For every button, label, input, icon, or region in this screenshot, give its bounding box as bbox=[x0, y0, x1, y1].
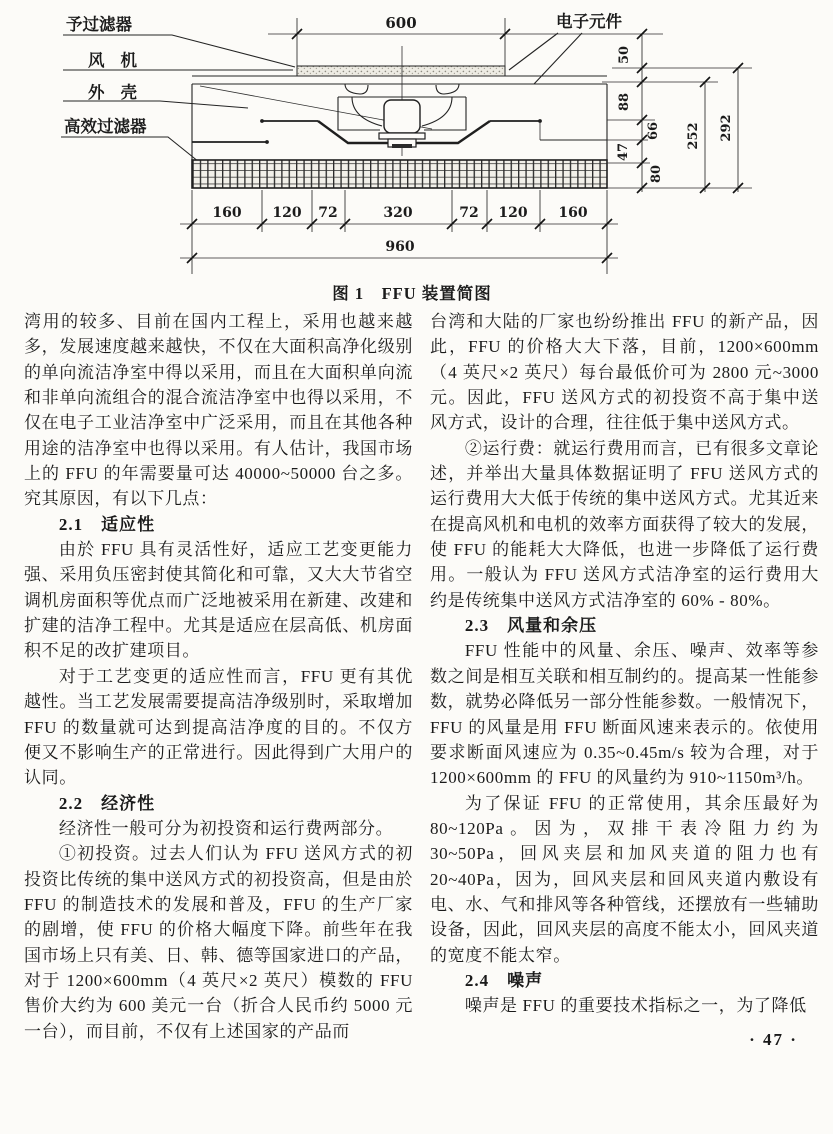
ffu-figure-diagram bbox=[0, 0, 833, 306]
figure-caption: 图 1 FFU 装置简图 bbox=[332, 284, 492, 303]
electronics-callout bbox=[509, 11, 623, 84]
diffuser-left-end-dot bbox=[260, 119, 264, 123]
paragraph: 经济性一般可分为初投资和运行费两部分。 bbox=[58, 818, 394, 838]
motor-base-plate bbox=[379, 133, 425, 139]
hepa-leader-line bbox=[61, 137, 204, 166]
dim-seg-6: 120 bbox=[498, 205, 528, 221]
dim-plenum-height: 47 bbox=[616, 142, 631, 162]
left-interior-dot bbox=[265, 140, 269, 144]
dim-top-width: 600 bbox=[385, 14, 417, 32]
dim-prefilter-height: 50 bbox=[617, 45, 632, 65]
dim-subtotal-height: 252 bbox=[686, 122, 701, 150]
dim-seg-4: 320 bbox=[383, 205, 413, 221]
paragraph: ②运行费：就运行费用而言，已有很多文章论述，并举出大量具体数据证明了 FFU 送风方式的运行费用大大低于传统的集中送风方式。尤其近来在提高风机和电机的效率方面获得了较大的发展，使 FFU 的能耗大大降低，也进一步降低了运行费用。一般认为 FFU 送风方式洁净室的运行费用大约是传统集中送风方式洁净室的 60% - 80%。 bbox=[430, 438, 819, 610]
prefilter-label: 予过滤器 bbox=[66, 15, 132, 34]
casing-lid-lines bbox=[192, 76, 607, 84]
paragraph: 为了保证 FFU 的正常使用，其余压最好为 80~120Pa。因为，双排干表冷阻力约为 30~50Pa，回风夹层和加风夹道的阻力也有 20~40Pa，因为，回风夹层和回风夹道内敷设有电、水、气和排风等各种管线，还摆放有一些辅助设备，因此，回风夹层的高度不能太小，回风夹道的宽度不能太窄。 bbox=[430, 793, 819, 965]
paragraph: ①初投资。过去人们认为 FFU 送风方式的初投资比传统的集中送风方式的初投资高，但是由於 FFU 的制造技术的发展和普及，FFU 的生产厂家的剧增，使 FFU 的价格大幅度下降。前些年在我国市场上只有美、日、韩、德等国家进口的产品，对于 1200×600mm（4 英尺×2 英尺）模数的 FFU 售价大约为 600 美元一台（折合人民币约 5000 元一台），而目前，不仅有上述国家的产品而 bbox=[24, 844, 413, 1041]
article-body bbox=[24, 309, 819, 1044]
paragraph: 台湾和大陆的厂家也纷纷推出 FFU 的新产品，因此，FFU 的价格大大下落，目前，1200×600mm（4 英尺×2 英尺）每台最低价可为 2800 元~3000 元。因此，FFU 送风方式的初投资不高于集中送风方式，设计的合理，往往低于集中送风方式。 bbox=[430, 312, 819, 433]
dim-seg-7: 160 bbox=[558, 205, 588, 221]
section-heading-2-1: 2.1 适应性 bbox=[58, 514, 156, 534]
dim-fan-section-height: 88 bbox=[617, 92, 632, 112]
fan-motor bbox=[384, 100, 420, 133]
paragraph: 由於 FFU 具有灵活性好，适应工艺变更能力强、采用负压密封使其简化和可靠，又大大节省空调机房面积等优点而广泛地被采用在新建、改建和扩建的洁净工程中。尤其是适应在层高低、机房面积不足的改扩建项目。 bbox=[24, 540, 413, 661]
bottom-dimensions bbox=[180, 190, 618, 274]
section-heading-2-2: 2.2 经济性 bbox=[58, 793, 156, 813]
section-heading-2-4: 2.4 噪声 bbox=[464, 970, 544, 990]
right-column bbox=[430, 309, 819, 1044]
page-number: · 47 · bbox=[749, 1030, 798, 1049]
paragraph: 对于工艺变更的适应性而言，FFU 更有其优越性。当工艺发展需要提高洁净级别时，采取增加 FFU 的数量就可达到提高洁净度的目的。不仅方便又不影响生产的正常进行。因此得到广大用户的认同。 bbox=[24, 666, 413, 788]
dim-seg-1: 160 bbox=[212, 205, 242, 221]
dim-seg-3: 72 bbox=[318, 205, 338, 221]
fan-label: 风机 bbox=[88, 51, 153, 70]
electronics-label: 电子元件 bbox=[556, 12, 622, 31]
dim-mid-height: 66 bbox=[646, 121, 661, 141]
hepa-label: 高效过滤器 bbox=[64, 117, 147, 136]
paragraph: 湾用的较多、目前在国内工程上，采用也越来越多，发展速度越来越快，不仅在大面积高净化级别的单向流洁净室中得以采用，而且在大面积单向流和非单向流组合的混合流洁净室中也得以采用，不仅在电子工业洁净室中广泛采用，而且在其他各种用途的洁净室中也得以采用。有人估计，我国市场上的 FFU 的年需要量可达 40000~50000 台之多。究其原因，有以下几点： bbox=[24, 312, 413, 509]
dim-hepa-height: 80 bbox=[649, 164, 664, 184]
section-heading-2-3: 2.3 风量和余压 bbox=[464, 616, 598, 636]
paragraph: FFU 性能中的风量、余压、噪声、效率等参数之间是相互关联和相互制约的。提高某一性能参数，就势必降低另一部分性能参数。一般情况下，FFU 的风量是用 FFU 断面风速来表示的。依使用要求断面风速应为 0.35~0.45m/s 较为合理，对于 1200×600mm 的 FFU 的风量约为 910~1150m³/h。 bbox=[430, 641, 819, 788]
dim-bottom-total: 960 bbox=[385, 239, 415, 255]
dim-seg-5: 72 bbox=[459, 205, 479, 221]
motor-foot-pad bbox=[392, 144, 412, 148]
casing-leader-line bbox=[63, 101, 248, 108]
right-dimensions bbox=[600, 29, 752, 193]
hepa-filter-band bbox=[192, 160, 607, 188]
dim-total-height: 292 bbox=[719, 114, 734, 142]
casing-label: 外壳 bbox=[88, 83, 153, 102]
left-column bbox=[24, 309, 413, 1044]
ffu-unit-drawing bbox=[192, 46, 607, 188]
paragraph: 噪声是 FFU 的重要技术指标之一，为了降低 bbox=[464, 996, 807, 1016]
dim-seg-2: 120 bbox=[272, 205, 302, 221]
prefilter-strip bbox=[297, 66, 505, 76]
